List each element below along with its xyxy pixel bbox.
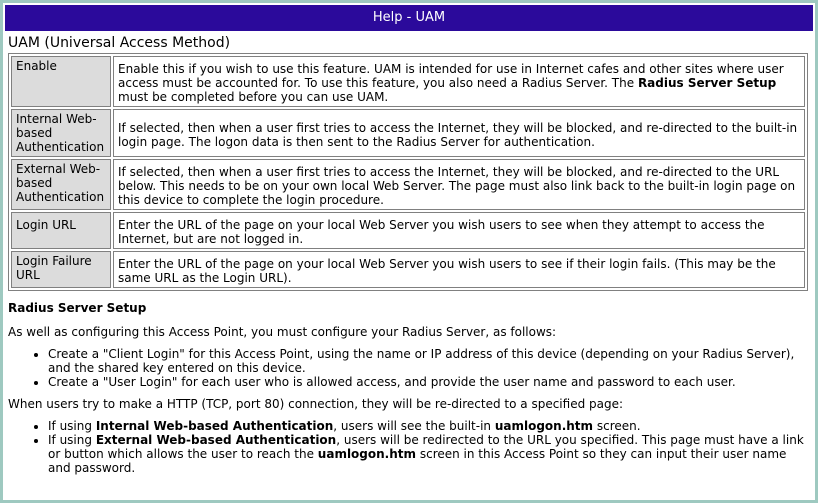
row-desc-internal-auth: If selected, then when a user first tries to access the Internet, they will be blocked, and re-directed to the built-in login page. The logon data is then sent to the Radius Server for authentication. [113,109,805,157]
table-row [11,109,805,157]
row-label-internal-auth: Internal Web-based Authentication [11,109,111,157]
help-content [3,35,815,475]
table-row [11,251,805,288]
list-item: • If using Internal Web-based Authentication, users will see the built-in uamlogon.htm screen. [48,419,810,433]
row-label-login-failure-url: Login Failure URL [11,251,111,288]
row-label-external-auth: External Web-based Authentication [11,159,111,210]
uam-heading: UAM (Universal Access Method) [8,35,231,51]
table-row [11,212,805,249]
page-title: Help - UAM [372,10,446,25]
title-bar [5,5,813,31]
redirect-list [8,419,810,475]
row-desc-login-url: Enter the URL of the page on your local Web Server you wish users to see when they attempt to access the Internet, but are not logged in. [113,212,805,249]
table-row [11,56,805,107]
row-desc-enable: Enable this if you wish to use this feature. UAM is intended for use in Internet cafes and other sites where user access must be accounted for. To use this feature, you also need a Radius Server. The Radius Server Setup must be completed before you can use UAM. [113,56,805,107]
radius-intro: As well as configuring this Access Point, you must configure your Radius Server, as follows: [8,325,557,339]
row-desc-login-failure-url: Enter the URL of the page on your local Web Server you wish users to see if their login fails. (This may be the same URL as the Login URL). [113,251,805,288]
list-item: • If using External Web-based Authentication, users will be redirected to the URL you specified. This page must have a link or button which allows the user to reach the uamlogon.htm screen in this Access Point so they can input their user name and password. [48,433,810,475]
list-item: • Create a "User Login" for each user who is allowed access, and provide the user name and password to each user. [48,375,810,389]
row-label-login-url: Login URL [11,212,111,249]
help-table [8,53,808,291]
radius-heading: Radius Server Setup [8,301,147,315]
table-row [11,159,805,210]
radius-list [8,347,810,389]
row-label-enable: Enable [11,56,111,107]
row-desc-external-auth: If selected, then when a user first tries to access the Internet, they will be blocked, and re-directed to the URL below. This needs to be on your own local Web Server. The page must also link back to the built-in login page on this device to complete the login procedure. [113,159,805,210]
redirect-intro: When users try to make a HTTP (TCP, port 80) connection, they will be re-directed to a specified page: [8,397,624,411]
list-item: • Create a "Client Login" for this Access Point, using the name or IP address of this device (depending on your Radius Server), and the shared key entered on this device. [48,347,810,375]
